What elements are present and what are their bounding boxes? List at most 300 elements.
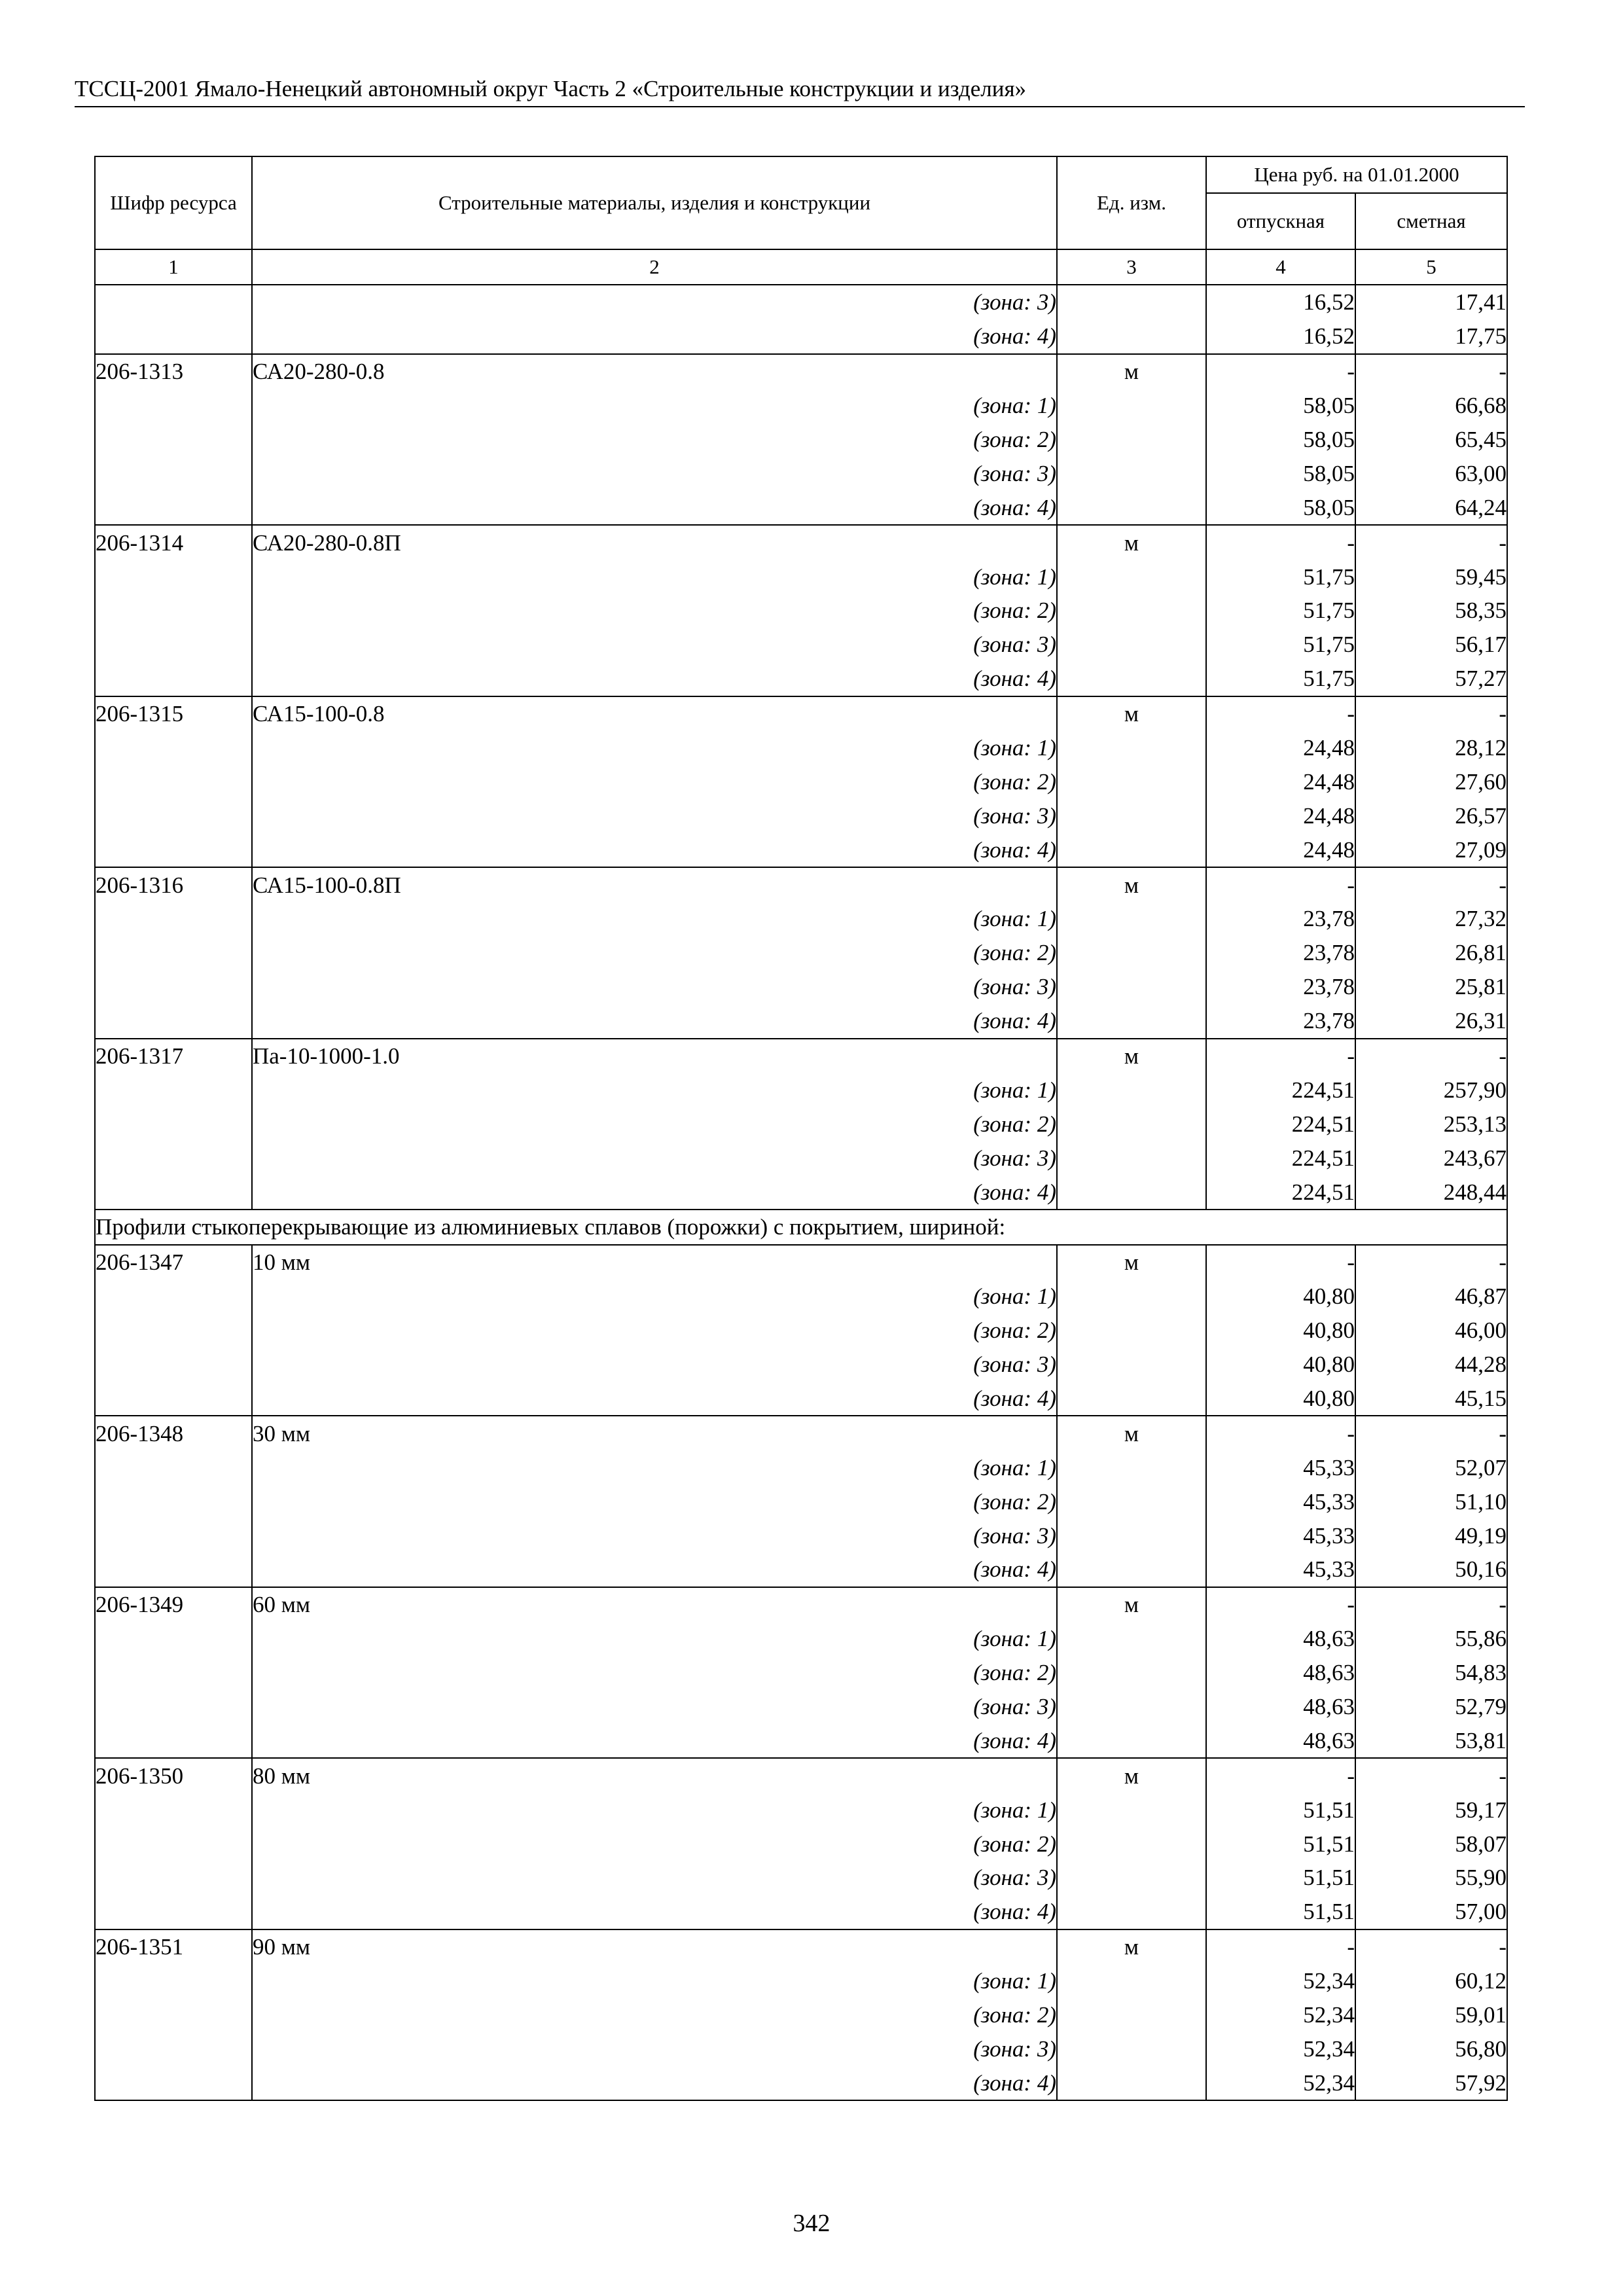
section-title: Профили стыкоперекрывающие из алюминиевых сплавов (порожки) с покрытием, шириной:	[95, 1210, 1507, 1245]
zone-label: (зона: 1)	[252, 1073, 1057, 1107]
resource-name: СА20-280-0.8П	[252, 525, 1057, 560]
estimate-price: 45,15	[1355, 1382, 1507, 1416]
release-price: -	[1206, 1929, 1355, 1964]
release-price: 51,51	[1206, 1793, 1355, 1827]
table-header	[95, 156, 1507, 285]
release-price: 45,33	[1206, 1484, 1355, 1518]
table-row	[95, 1998, 1507, 2032]
code-cell	[95, 662, 252, 696]
table-row	[95, 1175, 1507, 1210]
code-cell	[95, 833, 252, 867]
estimate-price: 57,27	[1355, 662, 1507, 696]
unit-cell: м	[1057, 867, 1206, 902]
table-row	[95, 1245, 1507, 1280]
estimate-price: 46,87	[1355, 1280, 1507, 1314]
code-cell	[95, 1518, 252, 1552]
resource-code: 206-1315	[95, 696, 252, 731]
resource-name: Па-10-1000-1.0	[252, 1039, 1057, 1073]
zone-label: (зона: 1)	[252, 1280, 1057, 1314]
unit-cell: м	[1057, 1758, 1206, 1793]
release-price: 23,78	[1206, 1004, 1355, 1039]
estimate-price: 25,81	[1355, 970, 1507, 1004]
estimate-price: 65,45	[1355, 423, 1507, 457]
release-price: 24,48	[1206, 798, 1355, 833]
unit-cell	[1057, 1450, 1206, 1484]
zone-label: (зона: 2)	[252, 1656, 1057, 1690]
zone-label: (зона: 1)	[252, 1622, 1057, 1656]
table-row	[95, 662, 1507, 696]
code-cell	[95, 1073, 252, 1107]
release-price: 45,33	[1206, 1552, 1355, 1587]
table-row	[95, 798, 1507, 833]
release-price: 51,75	[1206, 628, 1355, 662]
resource-name: СА15-100-0.8П	[252, 867, 1057, 902]
resource-code: 206-1349	[95, 1587, 252, 1622]
release-price: 51,51	[1206, 1827, 1355, 1861]
unit-cell	[1057, 764, 1206, 798]
zone-label: (зона: 4)	[252, 1004, 1057, 1039]
unit-cell	[1057, 1314, 1206, 1348]
table-row	[95, 2032, 1507, 2066]
estimate-price: 55,86	[1355, 1622, 1507, 1656]
release-price: 52,34	[1206, 2066, 1355, 2100]
table-row	[95, 1758, 1507, 1793]
col-number: 5	[1355, 249, 1507, 285]
table-row	[95, 1793, 1507, 1827]
release-price: 45,33	[1206, 1518, 1355, 1552]
zone-label: (зона: 2)	[252, 1827, 1057, 1861]
unit-cell	[1057, 1280, 1206, 1314]
unit-cell	[1057, 1382, 1206, 1416]
release-price: 224,51	[1206, 1073, 1355, 1107]
code-cell	[95, 1484, 252, 1518]
table-row	[95, 1587, 1507, 1622]
zone-label: (зона: 3)	[252, 970, 1057, 1004]
unit-cell: м	[1057, 696, 1206, 731]
table-row	[95, 1039, 1507, 1073]
estimate-price: -	[1355, 1416, 1507, 1450]
unit-cell	[1057, 1964, 1206, 1998]
release-price: 23,78	[1206, 902, 1355, 936]
estimate-price: -	[1355, 1587, 1507, 1622]
resource-name: 60 мм	[252, 1587, 1057, 1622]
estimate-price: 56,80	[1355, 2032, 1507, 2066]
table-row	[95, 1827, 1507, 1861]
table-row	[95, 1004, 1507, 1039]
zone-label: (зона: 3)	[252, 798, 1057, 833]
release-price: 52,34	[1206, 2032, 1355, 2066]
resource-name: СА20-280-0.8	[252, 354, 1057, 389]
table-row	[95, 1382, 1507, 1416]
price-table	[94, 156, 1508, 2101]
zone-label: (зона: 3)	[252, 1518, 1057, 1552]
unit-cell	[1057, 594, 1206, 628]
page-header: ТССЦ-2001 Ямало-Ненецкий автономный округ Часть 2 «Строительные конструкции и изделия»	[75, 73, 1525, 107]
zone-label: (зона: 4)	[252, 1895, 1057, 1929]
unit-cell: м	[1057, 525, 1206, 560]
code-cell	[95, 319, 252, 354]
estimate-price: 66,68	[1355, 389, 1507, 423]
release-price: 23,78	[1206, 936, 1355, 970]
col-header-price: Цена руб. на 01.01.2000	[1206, 156, 1507, 193]
code-cell	[95, 490, 252, 525]
release-price: 24,48	[1206, 833, 1355, 867]
code-cell	[95, 1690, 252, 1724]
release-price: 48,63	[1206, 1622, 1355, 1656]
code-cell	[95, 1998, 252, 2032]
estimate-price: 53,81	[1355, 1723, 1507, 1758]
zone-label: (зона: 2)	[252, 936, 1057, 970]
col-number: 4	[1206, 249, 1355, 285]
unit-cell	[1057, 1552, 1206, 1587]
code-cell	[95, 1964, 252, 1998]
code-cell	[95, 456, 252, 490]
resource-code: 206-1316	[95, 867, 252, 902]
estimate-price: 64,24	[1355, 490, 1507, 525]
table-body	[95, 285, 1507, 2100]
resource-name: 90 мм	[252, 1929, 1057, 1964]
col-number: 2	[252, 249, 1057, 285]
resource-name: 30 мм	[252, 1416, 1057, 1450]
estimate-price: 46,00	[1355, 1314, 1507, 1348]
release-price: 48,63	[1206, 1656, 1355, 1690]
unit-cell	[1057, 2032, 1206, 2066]
unit-cell	[1057, 1175, 1206, 1210]
table-row	[95, 1107, 1507, 1141]
estimate-price: 58,35	[1355, 594, 1507, 628]
estimate-price: 27,09	[1355, 833, 1507, 867]
zone-label: (зона: 2)	[252, 594, 1057, 628]
table-row	[95, 1073, 1507, 1107]
zone-label: (зона: 1)	[252, 560, 1057, 594]
zone-label: (зона: 3)	[252, 456, 1057, 490]
resource-name: СА15-100-0.8	[252, 696, 1057, 731]
unit-cell	[1057, 1690, 1206, 1724]
unit-cell	[1057, 389, 1206, 423]
unit-cell	[1057, 970, 1206, 1004]
zone-label: (зона: 2)	[252, 1107, 1057, 1141]
release-price: 51,51	[1206, 1895, 1355, 1929]
col-header-unit: Ед. изм.	[1057, 156, 1206, 249]
table-row	[95, 970, 1507, 1004]
unit-cell	[1057, 1348, 1206, 1382]
table-row	[95, 902, 1507, 936]
code-cell	[95, 1175, 252, 1210]
resource-code: 206-1351	[95, 1929, 252, 1964]
table-row	[95, 490, 1507, 525]
code-cell	[95, 1656, 252, 1690]
table-row	[95, 1964, 1507, 1998]
zone-label: (зона: 3)	[252, 1690, 1057, 1724]
release-price: 24,48	[1206, 731, 1355, 765]
unit-cell	[1057, 1073, 1206, 1107]
table-row	[95, 628, 1507, 662]
code-cell	[95, 1348, 252, 1382]
code-cell	[95, 1622, 252, 1656]
code-cell	[95, 902, 252, 936]
unit-cell	[1057, 1518, 1206, 1552]
estimate-price: 28,12	[1355, 731, 1507, 765]
code-cell	[95, 2066, 252, 2100]
zone-label: (зона: 3)	[252, 285, 1057, 319]
zone-label: (зона: 3)	[252, 628, 1057, 662]
zone-label: (зона: 4)	[252, 1552, 1057, 1587]
code-cell	[95, 1895, 252, 1929]
page-number: 342	[793, 2210, 830, 2237]
estimate-price: 54,83	[1355, 1656, 1507, 1690]
release-price: 224,51	[1206, 1141, 1355, 1175]
zone-label: (зона: 4)	[252, 662, 1057, 696]
table-row	[95, 389, 1507, 423]
unit-cell	[1057, 1861, 1206, 1895]
table-row	[95, 731, 1507, 765]
table-row	[95, 525, 1507, 560]
estimate-price: 50,16	[1355, 1552, 1507, 1587]
release-price: 51,51	[1206, 1861, 1355, 1895]
col-header-name: Строительные материалы, изделия и конструкции	[252, 156, 1057, 249]
zone-label: (зона: 1)	[252, 389, 1057, 423]
unit-cell	[1057, 936, 1206, 970]
zone-label: (зона: 2)	[252, 423, 1057, 457]
release-price: 58,05	[1206, 456, 1355, 490]
resource-code: 206-1350	[95, 1758, 252, 1793]
code-cell	[95, 594, 252, 628]
unit-cell	[1057, 285, 1206, 319]
unit-cell: м	[1057, 1245, 1206, 1280]
col-header-estimate: сметная	[1355, 193, 1507, 249]
zone-label: (зона: 2)	[252, 764, 1057, 798]
zone-label: (зона: 4)	[252, 319, 1057, 354]
unit-cell	[1057, 560, 1206, 594]
zone-label: (зона: 4)	[252, 1723, 1057, 1758]
estimate-price: -	[1355, 696, 1507, 731]
code-cell	[95, 560, 252, 594]
estimate-price: 253,13	[1355, 1107, 1507, 1141]
table-row	[95, 1450, 1507, 1484]
estimate-price: 52,07	[1355, 1450, 1507, 1484]
release-price: 40,80	[1206, 1280, 1355, 1314]
code-cell	[95, 1723, 252, 1758]
table-row	[95, 833, 1507, 867]
unit-cell	[1057, 833, 1206, 867]
table-row	[95, 560, 1507, 594]
release-price: 40,80	[1206, 1314, 1355, 1348]
zone-label: (зона: 2)	[252, 1484, 1057, 1518]
release-price: 58,05	[1206, 423, 1355, 457]
release-price: 51,75	[1206, 594, 1355, 628]
release-price: 16,52	[1206, 319, 1355, 354]
estimate-price: 243,67	[1355, 1141, 1507, 1175]
table-row	[95, 1929, 1507, 1964]
table-row	[95, 1518, 1507, 1552]
code-cell	[95, 1314, 252, 1348]
code-cell	[95, 628, 252, 662]
release-price: -	[1206, 1416, 1355, 1450]
table-row	[95, 1280, 1507, 1314]
release-price: -	[1206, 354, 1355, 389]
zone-label: (зона: 3)	[252, 1861, 1057, 1895]
table-row	[95, 456, 1507, 490]
estimate-price: 17,75	[1355, 319, 1507, 354]
release-price: 40,80	[1206, 1382, 1355, 1416]
table-row	[95, 1895, 1507, 1929]
code-cell	[95, 1450, 252, 1484]
table-row	[95, 867, 1507, 902]
estimate-price: 55,90	[1355, 1861, 1507, 1895]
estimate-price: 57,92	[1355, 2066, 1507, 2100]
code-cell	[95, 970, 252, 1004]
zone-label: (зона: 1)	[252, 1793, 1057, 1827]
col-header-code: Шифр ресурса	[95, 156, 252, 249]
code-cell	[95, 389, 252, 423]
resource-code: 206-1348	[95, 1416, 252, 1450]
estimate-price: -	[1355, 867, 1507, 902]
code-cell	[95, 798, 252, 833]
resource-code: 206-1317	[95, 1039, 252, 1073]
zone-label: (зона: 1)	[252, 1450, 1057, 1484]
estimate-price: 17,41	[1355, 285, 1507, 319]
release-price: 23,78	[1206, 970, 1355, 1004]
release-price: 58,05	[1206, 490, 1355, 525]
code-cell	[95, 1861, 252, 1895]
col-header-release: отпускная	[1206, 193, 1355, 249]
release-price: 24,48	[1206, 764, 1355, 798]
release-price: 52,34	[1206, 1964, 1355, 1998]
unit-cell: м	[1057, 1587, 1206, 1622]
unit-cell	[1057, 1998, 1206, 2032]
table-row	[95, 1861, 1507, 1895]
zone-label: (зона: 4)	[252, 1175, 1057, 1210]
resource-name: 10 мм	[252, 1245, 1057, 1280]
zone-label: (зона: 2)	[252, 1998, 1057, 2032]
estimate-price: 59,17	[1355, 1793, 1507, 1827]
release-price: 48,63	[1206, 1690, 1355, 1724]
unit-cell	[1057, 1723, 1206, 1758]
release-price: 51,75	[1206, 662, 1355, 696]
release-price: 16,52	[1206, 285, 1355, 319]
table-row	[95, 1690, 1507, 1724]
table-row	[95, 764, 1507, 798]
table-row	[95, 354, 1507, 389]
zone-label: (зона: 1)	[252, 1964, 1057, 1998]
release-price: 58,05	[1206, 389, 1355, 423]
estimate-price: 51,10	[1355, 1484, 1507, 1518]
zone-label: (зона: 3)	[252, 1141, 1057, 1175]
estimate-price: -	[1355, 1758, 1507, 1793]
table-row	[95, 696, 1507, 731]
release-price: 48,63	[1206, 1723, 1355, 1758]
estimate-price: 63,00	[1355, 456, 1507, 490]
unit-cell	[1057, 731, 1206, 765]
estimate-price: 57,00	[1355, 1895, 1507, 1929]
zone-label: (зона: 3)	[252, 2032, 1057, 2066]
code-cell	[95, 423, 252, 457]
table-row	[95, 1723, 1507, 1758]
code-cell	[95, 2032, 252, 2066]
release-price: -	[1206, 1245, 1355, 1280]
code-cell	[95, 1382, 252, 1416]
code-cell	[95, 936, 252, 970]
zone-label: (зона: 2)	[252, 1314, 1057, 1348]
unit-cell	[1057, 1895, 1206, 1929]
release-price: 224,51	[1206, 1107, 1355, 1141]
unit-cell	[1057, 628, 1206, 662]
code-cell	[95, 1141, 252, 1175]
code-cell	[95, 285, 252, 319]
code-cell	[95, 1107, 252, 1141]
table-row	[95, 285, 1507, 319]
estimate-price: 59,45	[1355, 560, 1507, 594]
estimate-price: 56,17	[1355, 628, 1507, 662]
estimate-price: 27,60	[1355, 764, 1507, 798]
table-row	[95, 423, 1507, 457]
code-cell	[95, 731, 252, 765]
zone-label: (зона: 1)	[252, 902, 1057, 936]
release-price: 40,80	[1206, 1348, 1355, 1382]
resource-code: 206-1313	[95, 354, 252, 389]
code-cell	[95, 1827, 252, 1861]
zone-label: (зона: 4)	[252, 833, 1057, 867]
section-row	[95, 1210, 1507, 1245]
estimate-price: 257,90	[1355, 1073, 1507, 1107]
estimate-price: -	[1355, 525, 1507, 560]
unit-cell	[1057, 662, 1206, 696]
release-price: 52,34	[1206, 1998, 1355, 2032]
estimate-price: 59,01	[1355, 1998, 1507, 2032]
table-row	[95, 319, 1507, 354]
release-price: -	[1206, 1039, 1355, 1073]
table-row	[95, 1656, 1507, 1690]
unit-cell	[1057, 490, 1206, 525]
unit-cell	[1057, 1004, 1206, 1039]
estimate-price: 27,32	[1355, 902, 1507, 936]
table-row	[95, 1314, 1507, 1348]
code-cell	[95, 1280, 252, 1314]
unit-cell	[1057, 423, 1206, 457]
estimate-price: 58,07	[1355, 1827, 1507, 1861]
unit-cell: м	[1057, 354, 1206, 389]
unit-cell: м	[1057, 1929, 1206, 1964]
unit-cell	[1057, 319, 1206, 354]
table-row	[95, 2066, 1507, 2100]
table-row	[95, 1552, 1507, 1587]
resource-code: 206-1314	[95, 525, 252, 560]
unit-cell	[1057, 2066, 1206, 2100]
estimate-price: 26,57	[1355, 798, 1507, 833]
resource-code: 206-1347	[95, 1245, 252, 1280]
estimate-price: -	[1355, 354, 1507, 389]
code-cell	[95, 1552, 252, 1587]
estimate-price: -	[1355, 1039, 1507, 1073]
unit-cell: м	[1057, 1416, 1206, 1450]
table-row	[95, 1348, 1507, 1382]
unit-cell	[1057, 1793, 1206, 1827]
unit-cell	[1057, 1141, 1206, 1175]
unit-cell	[1057, 1622, 1206, 1656]
unit-cell	[1057, 1484, 1206, 1518]
zone-label: (зона: 1)	[252, 731, 1057, 765]
unit-cell	[1057, 1827, 1206, 1861]
unit-cell	[1057, 1107, 1206, 1141]
col-number: 1	[95, 249, 252, 285]
unit-cell: м	[1057, 1039, 1206, 1073]
release-price: 45,33	[1206, 1450, 1355, 1484]
table-row	[95, 1622, 1507, 1656]
zone-label: (зона: 4)	[252, 490, 1057, 525]
release-price: -	[1206, 1758, 1355, 1793]
estimate-price: 26,81	[1355, 936, 1507, 970]
unit-cell	[1057, 456, 1206, 490]
